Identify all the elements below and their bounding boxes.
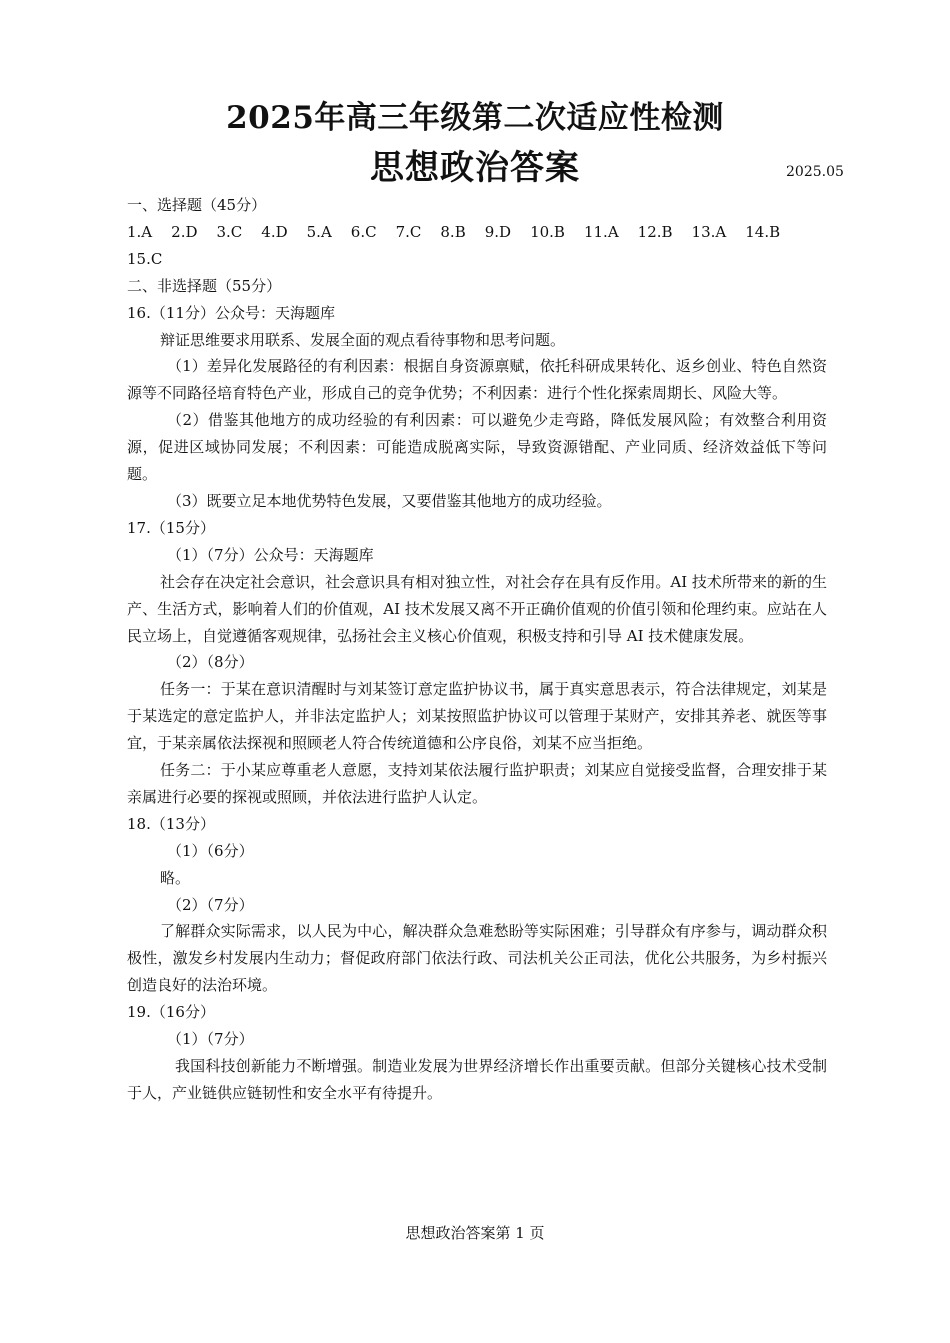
question-18-answer-2: 了解群众实际需求，以人民为中心，解决群众急难愁盼等实际困难；引导群众有序参与，调动群众积极性，激发乡村发展内生动力；督促政府部门依法行政、司法机关公正司法，优化公共服务，为乡村振兴创造良好的法治环境。 (127, 922, 827, 995)
choice-answer: 6.C (350, 222, 377, 241)
question-17-task-1: 任务一：于某在意识清醒时与刘某签订意定监护协议书，属于真实意思表示，符合法律规定，刘某是于某选定的意定监护人，并非法定监护人；刘某按照监护协议可以管理于某财产，安排其养老、就医等事宜，于某亲属依法探视和照顾老人符合传统道德和公序良俗，刘某不应当拒绝。 (127, 680, 827, 753)
question-18-answer-1: 略。 (160, 868, 191, 887)
choice-answer: 3.C (216, 222, 243, 241)
question-17-heading: 17.（15分） (127, 518, 215, 537)
choice-answer: 14.B (745, 222, 781, 241)
choice-answer: 8.B (440, 222, 466, 241)
question-19-answer-1: 我国科技创新能力不断增强。制造业发展为世界经济增长作出重要贡献。但部分关键核心技术受制于人，产业链供应链韧性和安全水平有待提升。 (127, 1057, 827, 1102)
exam-date: 2025.05 (786, 164, 844, 180)
choice-answer: 5.A (306, 222, 332, 241)
choice-answer: 7.C (395, 222, 422, 241)
choice-answer: 1.A (127, 222, 153, 241)
question-18-sub-1: （1）（6分） (167, 841, 254, 860)
question-19-heading: 19.（16分） (127, 1003, 215, 1022)
choice-answer: 10.B (530, 222, 565, 241)
page-title: 2025年高三年级第二次适应性检测 (226, 100, 724, 136)
question-16-point-3: （3）既要立足本地优势特色发展，又要借鉴其他地方的成功经验。 (167, 491, 612, 510)
choice-answer: 11.A (583, 222, 619, 241)
choice-answer: 2.D (171, 222, 198, 241)
question-16-heading: 16.（11分）公众号：天海题库 (127, 303, 335, 322)
question-17-sub-2: （2）（8分） (167, 653, 254, 672)
question-17-task-2: 任务二：于小某应尊重老人意愿，支持刘某依法履行监护职责；刘某应自觉接受监督，合理安排于某亲属进行必要的探视或照顾，并依法进行监护人认定。 (127, 761, 827, 806)
section-heading-nonchoice: 二、非选择题（55分） (127, 276, 282, 295)
question-17-sub-1: （1）（7分）公众号：天海题库 (167, 545, 374, 564)
question-18-sub-2: （2）（7分） (167, 895, 254, 914)
question-16-point-2: （2）借鉴其他地方的成功经验的有利因素：可以避免少走弯路，降低发展风险；有效整合利用资源，促进区域协同发展；不利因素：可能造成脱离实际，导致资源错配、产业同质、经济效益低下等问题。 (127, 411, 827, 484)
answer-content (127, 192, 827, 1107)
section-heading-choice: 一、选择题（45分） (127, 196, 267, 214)
choice-answer: 4.D (261, 222, 288, 241)
question-17-answer-1: 社会存在决定社会意识，社会意识具有相对独立性，对社会存在具有反作用。AI 技术所带来的新的生产、生活方式，影响着人们的价值观，AI 技术发展又离不开正确价值观的价值引领和伦理约束。应站在人民立场上，自觉遵循客观规律，弘扬社会主义核心价值观，积极支持和引导 AI 技术健康发展。 (127, 572, 827, 645)
choice-answer: 13.A (691, 222, 727, 241)
question-19-sub-1: （1）（7分） (167, 1030, 254, 1049)
choice-answer: 15.C (127, 249, 163, 268)
question-16-intro: 辩证思维要求用联系、发展全面的观点看待事物和思考问题。 (160, 330, 566, 349)
page-subtitle: 思想政治答案 (370, 148, 580, 188)
question-16-point-1: （1）差异化发展路径的有利因素：根据自身资源禀赋，依托科研成果转化、返乡创业、特色自然资源等不同路径培育特色产业，形成自己的竞争优势；不利因素：进行个性化探索周期长、风险大等。 (127, 357, 827, 403)
question-18-heading: 18.（13分） (127, 814, 215, 833)
choice-answer: 9.D (484, 222, 512, 241)
page-footer: 思想政治答案第 1 页 (405, 1224, 545, 1242)
choice-answer: 12.B (637, 222, 673, 241)
choice-answers-list (127, 219, 827, 273)
